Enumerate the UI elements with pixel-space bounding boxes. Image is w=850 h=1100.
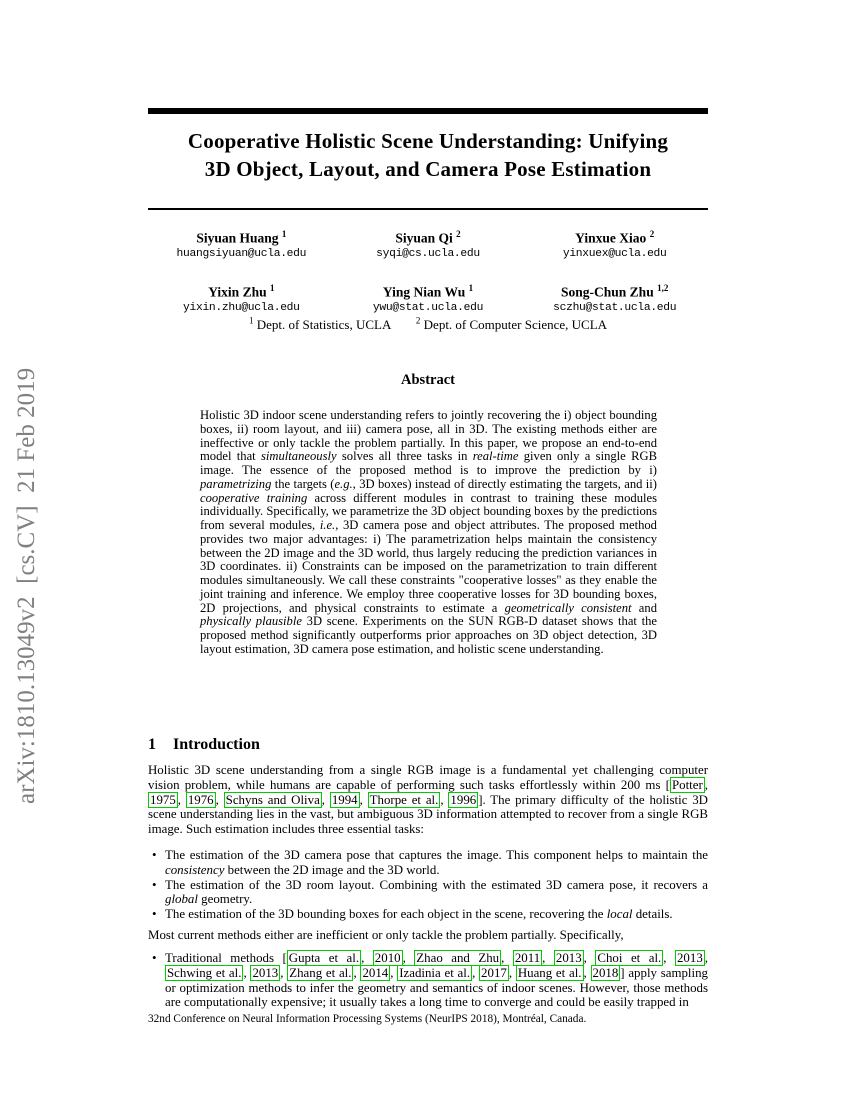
section-heading-introduction xyxy=(148,736,708,754)
emphasized-text: simultaneously xyxy=(261,449,337,464)
author-email: huangsiyuan@ucla.edu xyxy=(176,247,307,260)
citation-link[interactable]: Schwing et al. xyxy=(167,965,242,980)
author-name: Ying Nian Wu $^1$ xyxy=(382,283,474,300)
author-name: Yinxue Xiao $^2$ xyxy=(575,229,655,246)
bullet-bounding-boxes: • The estimation of the 3D bounding boxes for each object in the scene, recovering the local details. xyxy=(152,907,673,922)
author-email: sczhu@stat.ucla.edu xyxy=(553,301,677,314)
abstract-body: Holistic 3D indoor scene understanding refers to jointly recovering the i) object bounding boxes, ii) room layout, and iii) camera pose, all in 3D. The existing methods either are ineffective or only tackle the problem partially. In this paper, we propose an end-to-end model that simultaneously solves all three tasks in real-time given only a single RGB image. The essence of the proposed method is to improve the prediction by i) parametrizing the targets (e.g., 3D boxes) instead of directly estimating the targets, and ii) cooperative training across different modules in contrast to training these modules individually. Specifically, we parametrize the 3D object bounding boxes by the predictions from several modules, i.e., 3D camera pose and object attributes. The proposed method provides two major advantages: i) The parametrization helps maintain the consistency between the 2D image and the 3D world, thus largely reducing the prediction variances in 3D coordinates. ii) Constraints can be imposed on the parametrization to train different modules simultaneously. We call these constraints "cooperative losses" as they enable the joint training and inference. We employ three cooperative losses for 3D bounding boxes, 2D projections, and physical constraints to estimate a geometrically consistent and physically plausible 3D scene. Experiments on the SUN RGB-D dataset shows that the proposed method significantly outperforms prior approaches on 3D object detection, 3D layout estimation, 3D camera pose estimation, and holistic scene understanding. xyxy=(200,408,657,656)
section-number: 1 xyxy=(148,736,156,753)
citation-link[interactable]: Thorpe et al. xyxy=(369,792,439,807)
citation-link[interactable]: Gupta et al. xyxy=(288,951,360,965)
intro-paragraph-2: Most current methods either are inefficient or only tackle the problem partially. Specifically, xyxy=(148,928,624,942)
citation-link[interactable]: 2011 xyxy=(514,951,541,965)
author-name: Yixin Zhu $^1$ xyxy=(208,283,275,300)
author-row-1 xyxy=(148,226,708,262)
citation-link[interactable]: Schyns and Oliva xyxy=(225,792,320,807)
emphasized-text: geometrically consistent xyxy=(504,600,632,615)
citation-link[interactable]: Huang et al. xyxy=(517,965,582,980)
emphasized-text: global xyxy=(165,892,198,907)
title-rule-top xyxy=(148,108,708,114)
author-name: Song-Chun Zhu $^{1,2}$ xyxy=(561,283,669,300)
emphasized-text: real-time xyxy=(472,449,519,464)
emphasized-text: consistency xyxy=(165,862,225,877)
paper-title-line1: Cooperative Holistic Scene Understanding: Unifying xyxy=(187,129,669,153)
emphasized-text: i.e. xyxy=(319,518,336,532)
bullet-icon: • xyxy=(152,907,157,922)
citation-link[interactable]: Potter xyxy=(671,777,703,792)
citation-link[interactable]: Zhao and Zhu xyxy=(416,951,500,965)
author-name: Siyuan Huang $^1$ xyxy=(196,229,287,246)
citation-link[interactable]: 1976 xyxy=(187,792,214,807)
author-email: ywu@stat.ucla.edu xyxy=(372,301,484,314)
author-email: yixin.zhu@ucla.edu xyxy=(183,301,300,314)
citation-link[interactable]: 1996 xyxy=(450,792,477,807)
bullet-icon: • xyxy=(152,848,157,862)
citation-link[interactable]: Izadinia et al. xyxy=(399,965,471,980)
arxiv-watermark: arXiv:1810.13049v2 [cs.CV] 21 Feb 2019 xyxy=(13,367,40,804)
citation-link[interactable]: 2010 xyxy=(374,951,401,965)
author-yinxue-xiao xyxy=(521,226,708,262)
citation-link[interactable]: 2018 xyxy=(592,965,619,980)
bullet-icon: • xyxy=(152,877,157,892)
emphasized-text: parametrizing xyxy=(200,476,272,491)
citation-link[interactable]: 1975 xyxy=(150,792,176,807)
citation-link[interactable]: 1994 xyxy=(331,792,358,807)
methods-bullet-list xyxy=(148,951,708,1010)
bullet-camera-pose: • The estimation of the 3D camera pose that captures the image. This component helps to maintain the consistency between the 2D image and the 3D world. xyxy=(152,848,708,877)
conference-footnote: 32nd Conference on Neural Information Processing Systems (NeurIPS 2018), Montréal, Canada. xyxy=(148,1013,587,1025)
bullet-room-layout: • The estimation of the 3D room layout. Combining with the estimated 3D camera pose, it recovers a global geometry. xyxy=(152,877,708,907)
citation-link[interactable]: 2013 xyxy=(252,965,279,980)
task-bullet-list xyxy=(148,848,708,922)
author-email: syqi@cs.ucla.edu xyxy=(376,247,480,260)
abstract-heading: Abstract xyxy=(401,372,455,388)
author-ying-nian-wu xyxy=(335,280,522,316)
affiliations xyxy=(148,316,708,333)
citation-link[interactable]: 2014 xyxy=(362,965,389,980)
emphasized-text: e.g. xyxy=(334,476,353,491)
citation-link[interactable]: 2017 xyxy=(481,965,507,980)
author-row-2 xyxy=(148,280,708,316)
title-rule-bottom xyxy=(148,208,708,210)
author-song-chun-zhu xyxy=(521,280,708,316)
author-email: yinxuex@ucla.edu xyxy=(562,247,667,260)
affiliation-statistics: $^1$ Dept. of Statistics, UCLA xyxy=(248,316,391,333)
author-siyuan-qi xyxy=(335,226,522,262)
citation-link[interactable]: Zhang et al. xyxy=(289,965,352,980)
citation-link[interactable]: 2013 xyxy=(555,951,582,965)
emphasized-text: physically plausible xyxy=(200,614,302,629)
intro-paragraph-1: Holistic 3D scene understanding from a single RGB image is a fundamental yet challenging computer vision problem, while humans are capable of performing such tasks effortlessly within 200 ms [ Potter , 1975 , 1976 , Schyns and Oliva , 1994 , Thorpe et al. , 1996 ]. The primary difficulty of the holistic 3D scene understanding lies in the vast, but ambiguous 3D information attempted to recover from a single RGB image. Such estimation includes three essential tasks: xyxy=(148,763,708,837)
paper-title xyxy=(148,127,708,183)
bullet-icon: • xyxy=(152,951,157,965)
affiliation-computer-science: $^2$ Dept. of Computer Science, UCLA xyxy=(415,316,608,333)
citation-link[interactable]: 2013 xyxy=(676,951,703,965)
emphasized-text: local xyxy=(606,907,633,922)
emphasized-text: cooperative training xyxy=(200,490,308,505)
author-name: Siyuan Qi $^2$ xyxy=(395,229,461,246)
author-siyuan-huang xyxy=(148,226,335,262)
section-title: Introduction xyxy=(173,736,260,753)
author-yixin-zhu xyxy=(148,280,335,316)
paper-title-line2: 3D Object, Layout, and Camera Pose Estimation xyxy=(204,157,652,181)
bullet-traditional-methods: • Traditional methods [ Gupta et al. , 2010 , Zhao and Zhu , 2011 , 2013 , Choi et al. , 2013 , Schwing et al. , 2013 , Zhang et al. , 2014 , Izadinia et al. , 2017 , Huang et al. , 2018 ] apply sampling or optimization methods to infer the geometry and semantics of indoor scenes. However, those methods are computationally expensive; it usually takes a long time to converge and could be easily trapped in xyxy=(152,951,708,1010)
citation-link[interactable]: Choi et al. xyxy=(597,951,662,965)
